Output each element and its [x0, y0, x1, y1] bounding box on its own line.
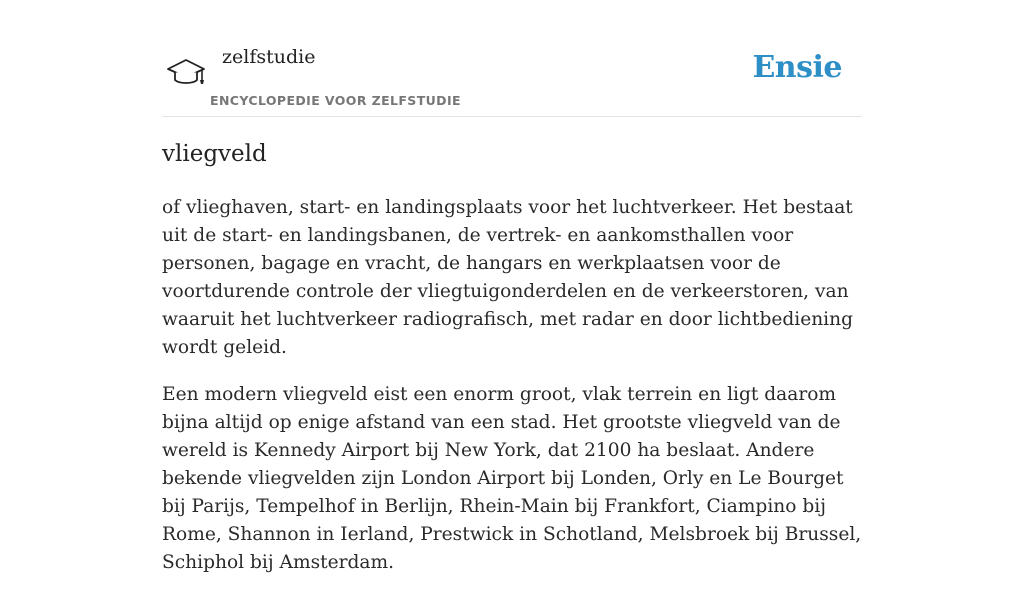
article-paragraph: of vlieghaven, start- en landingsplaats voor het luchtverkeer. Het bestaat uit de start- en landingsbanen, de vertrek- en aankomsthallen voor personen, bagage en vracht, de hangars en werkplaatsen voor de voortdurende controle der vliegtuigonderdelen en de verkeerstoren, van waaruit het luchtverkeer radiografisch, met radar en door lichtbediening wordt geleid.	[162, 197, 854, 358]
graduation-cap-icon[interactable]	[164, 52, 208, 92]
site-header	[162, 0, 862, 117]
ensie-brand-link[interactable]: Ensie	[752, 50, 842, 85]
site-name-link[interactable]: zelfstudie	[222, 46, 316, 68]
article-paragraph: Een modern vliegveld eist een enorm groot, vlak terrein en ligt daarom bijna altijd op enige afstand van een stad. Het grootste vliegveld van de wereld is Kennedy Airport bij New York, dat 2100 ha beslaat. Andere bekende vliegvelden zijn London Airport bij Londen, Orly en Le Bourget bij Parijs, Tempelhof in Berlijn, Rhein-Main bij Frankfort, Ciampino bij Rome, Shannon in Ierland, Prestwick in Schotland, Melsbroek bij Brussel, Schiphol bij Amsterdam.	[162, 384, 862, 573]
article-title: vliegveld	[162, 141, 267, 167]
site-tagline: ENCYCLOPEDIE VOOR ZELFSTUDIE	[210, 93, 461, 108]
article	[162, 138, 867, 596]
